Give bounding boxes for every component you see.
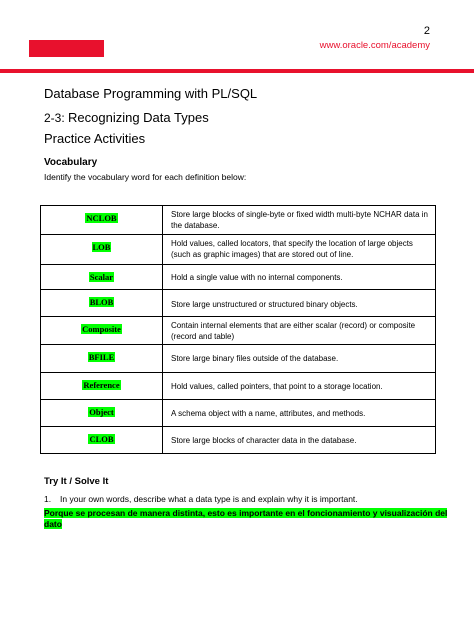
term-cell [41, 373, 163, 400]
answer-1[interactable] [44, 508, 454, 530]
definition-cell: Store large blocks of single-byte or fixed width multi-byte NCHAR data in the database. [163, 206, 436, 235]
header-rule [0, 69, 474, 73]
definition-text: Store large binary files outside of the database. [171, 354, 339, 363]
question-1 [44, 494, 358, 504]
academy-url[interactable]: www.oracle.com/academy [319, 40, 430, 51]
term-text: LOB [92, 242, 111, 252]
table-row [41, 235, 436, 265]
table-row [41, 265, 436, 290]
term-cell [41, 290, 163, 317]
term-text: BLOB [89, 297, 114, 307]
vocabulary-table [40, 205, 436, 454]
term-text: Composite [82, 324, 121, 334]
term-text: Scalar [89, 272, 114, 282]
document-subtitle [44, 110, 209, 125]
table-row [41, 427, 436, 454]
term-text: NCLOB [86, 213, 117, 223]
term-cell [41, 400, 163, 427]
term-cell [41, 427, 163, 454]
definition-cell [163, 345, 436, 373]
document-title: Database Programming with PL/SQL [44, 86, 258, 101]
table-row [41, 373, 436, 400]
term-text: CLOB [89, 434, 114, 444]
table-row [41, 206, 436, 235]
definition-cell [163, 290, 436, 317]
table-row [41, 400, 436, 427]
definition-text: Hold values, called pointers, that point to a storage location. [171, 382, 383, 391]
try-it-heading: Try It / Solve It [44, 476, 109, 487]
subtitle-main: Recognizing Data Types [68, 110, 209, 125]
definition-cell: Hold values, called locators, that specify the location of large objects (such as graphic images) that are stored out of line. [163, 235, 436, 265]
term-text: Reference [83, 380, 120, 390]
term-cell [41, 265, 163, 290]
table-row [41, 290, 436, 317]
term-cell [41, 206, 163, 235]
vocabulary-instructions: Identify the vocabulary word for each definition below: [44, 172, 247, 182]
answer-text: Porque se procesan de manera distinta, esto es importante en el foncionamiento y visualización del dato [44, 508, 448, 529]
definition-text: A schema object with a name, attributes, and methods. [171, 409, 366, 418]
term-cell [41, 317, 163, 345]
table-row [41, 317, 436, 345]
term-text: BFILE [88, 352, 115, 362]
section-title: Practice Activities [44, 131, 146, 146]
term-cell [41, 345, 163, 373]
vocabulary-heading: Vocabulary [44, 157, 98, 168]
definition-cell [163, 427, 436, 454]
definition-text: Hold a single value with no internal components. [171, 273, 343, 282]
question-number: 1. [44, 494, 52, 504]
definition-text: Store large blocks of character data in the database. [171, 436, 357, 445]
definition-cell [163, 373, 436, 400]
definition-cell: Contain internal elements that are either scalar (record) or composite (record and table) [163, 317, 436, 345]
definition-cell [163, 265, 436, 290]
subtitle-prefix: 2-3: [44, 111, 69, 125]
question-text: In your own words, describe what a data type is and explain why it is important. [60, 494, 358, 504]
definition-cell [163, 400, 436, 427]
definition-text: Store large unstructured or structured binary objects. [171, 300, 358, 309]
oracle-logo-bar [29, 40, 104, 57]
term-text: Object [89, 407, 114, 417]
table-row [41, 345, 436, 373]
term-cell [41, 235, 163, 265]
page-number: 2 [423, 25, 430, 37]
